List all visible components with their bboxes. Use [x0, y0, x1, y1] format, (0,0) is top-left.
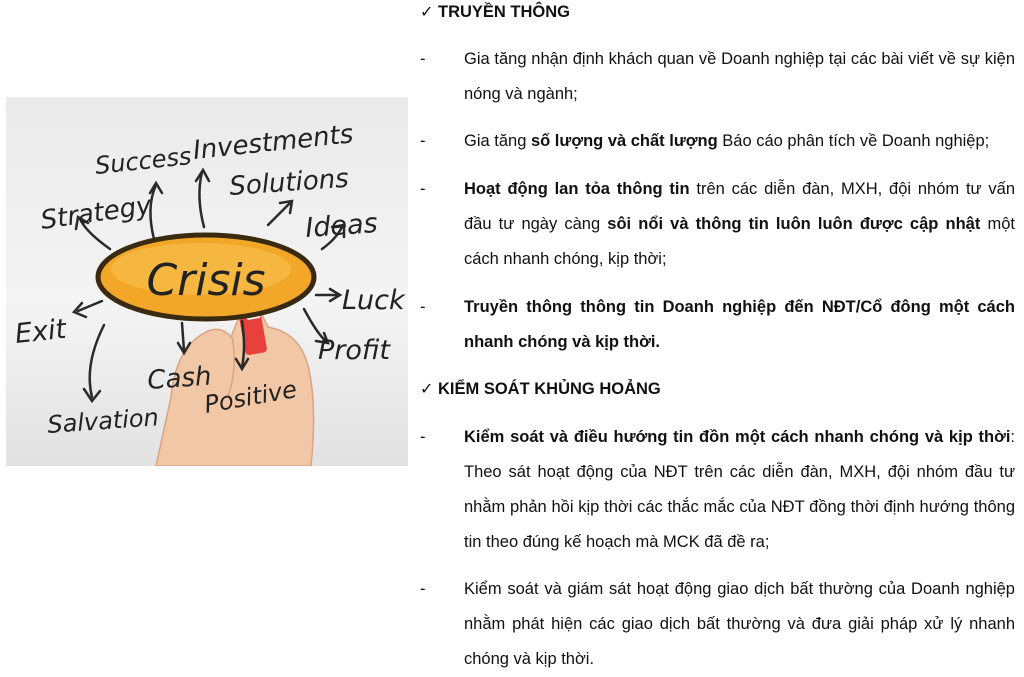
word-cash: Cash	[146, 361, 213, 396]
word-success: Success	[93, 142, 193, 180]
section-title: TRUYỀN THÔNG	[438, 2, 570, 21]
checkmark-icon: ✓	[420, 4, 434, 21]
dash-marker: -	[420, 428, 426, 446]
list-item	[420, 124, 1015, 159]
crisis-label: Crisis	[146, 255, 266, 306]
section-heading-truyen-thong	[420, 0, 570, 24]
bullet-text: : Theo sát hoạt động của NĐT trên các diễn đàn, MXH, đội nhóm đầu tư nhằm phản hồi kịp thời các thắc mắc của NĐT đồng thời định hướng thông tin theo đúng kế hoạch mà MCK đã đề ra;	[464, 428, 1015, 551]
dash-marker: -	[420, 50, 426, 68]
dash-marker: -	[420, 298, 426, 316]
bullet-text: Gia tăng nhận định khách quan về Doanh nghiệp tại các bài viết về sự kiện nóng và ngành;	[464, 50, 1015, 103]
mindmap-drawing	[6, 97, 408, 466]
word-solutions: Solutions	[228, 163, 350, 202]
word-luck: Luck	[342, 285, 405, 316]
dash-marker: -	[420, 580, 426, 598]
word-strategy: Strategy	[38, 190, 154, 236]
checkmark-icon: ✓	[420, 381, 434, 398]
bullet-bold-text: Hoạt động lan tỏa thông tin	[464, 180, 690, 198]
list-item	[420, 290, 1015, 360]
bullet-text: Kiểm soát và giám sát hoạt động giao dịch bất thường của Doanh nghiệp nhằm phát hiện các giao dịch bất thường và đưa giải pháp xử lý nhanh chóng và kịp thời.	[464, 580, 1015, 668]
bullet-bold-text: sôi nổi và thông tin luôn luôn được cập nhật	[607, 215, 981, 233]
word-investments: Investments	[191, 119, 355, 166]
word-positive: Positive	[202, 375, 299, 419]
dash-marker: -	[420, 180, 426, 198]
bullet-text: Gia tăng	[464, 132, 531, 150]
list-item	[420, 420, 1015, 560]
section-heading-kiem-soat	[420, 377, 661, 401]
bullet-bold-text: số lượng và chất lượng	[530, 132, 718, 150]
crisis-mindmap-illustration	[6, 97, 408, 466]
list-item	[420, 572, 1015, 677]
bullet-text: Báo cáo phân tích về Doanh nghiệp;	[717, 132, 990, 150]
bullet-bold-text: Kiểm soát và điều hướng tin đồn một cách nhanh chóng và kịp thời	[464, 428, 1011, 446]
bullet-bold-text: Truyền thông thông tin Doanh nghiệp đến NĐT/Cổ đông một cách nhanh chóng và kịp thời.	[464, 298, 1015, 351]
word-profit: Profit	[318, 335, 390, 366]
bullet-text: trên các diễn đàn, MXH, đội nhóm tư vấn đầu tư ngày càng	[464, 180, 1015, 233]
bullet-text: một cách nhanh chóng, kịp thời;	[464, 215, 1015, 268]
word-salvation: Salvation	[46, 403, 160, 439]
section-title: KIỂM SOÁT KHỦNG HOẢNG	[438, 379, 661, 398]
word-exit: Exit	[13, 313, 68, 350]
word-ideas: Ideas	[304, 208, 379, 244]
list-item	[420, 172, 1015, 277]
list-item	[420, 42, 1015, 112]
dash-marker: -	[420, 132, 426, 150]
